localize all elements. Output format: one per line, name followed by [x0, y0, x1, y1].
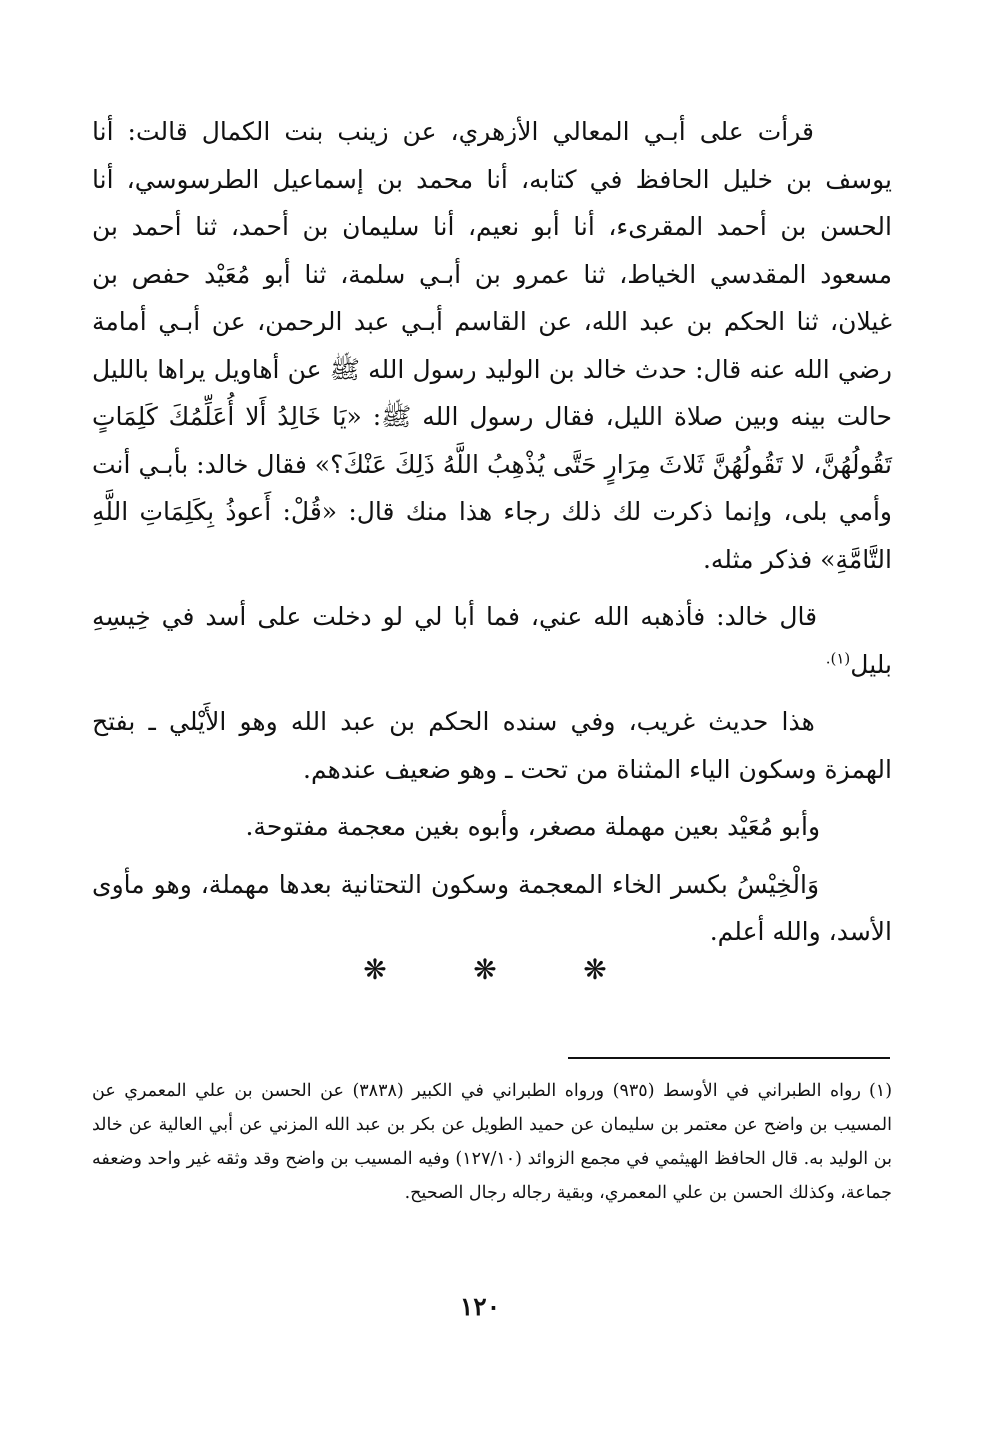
footnotes: [92, 1074, 892, 1210]
footnote-1: [92, 1074, 892, 1210]
footnote-text: رواه الطبراني في الأوسط (٩٣٥) ورواه الطبراني في الكبير (٣٨٣٨) عن الحسن بن علي المعمري عن المسيب بن واضح عن معتمر بن سليمان عن حميد الطويل عن بكر بن عبد الله المزني عن أبي العالية عن خالد بن الوليد به. قال الحافظ الهيثمي في مجمع الزوائد (١٢٧/١٠) وفيه المسيب بن واضح وقد وثقه غير واحد وضعفه جماعة، وكذلك الحسن بن علي المعمري، وبقية رجاله رجال الصحيح.: [92, 1081, 892, 1203]
paragraph-grading: [92, 698, 892, 793]
separator-star: ❋: [583, 953, 607, 986]
paragraph-name-note: [92, 803, 892, 851]
paragraph-khalid: [92, 593, 892, 688]
section-separator: [360, 953, 610, 986]
paragraph-grading-text: هذا حديث غريب، وفي سنده الحكم بن عبد الله وهو الأَيْلي ـ بفتح الهمزة وسكون الياء المثناة من تحت ـ وهو ضعيف عندهم.: [92, 707, 892, 784]
paragraph-khalid-text: قال خالد: فأذهبه الله عني، فما أبا لي لو دخلت على أسد في خِيسِهِ بليل: [92, 602, 892, 679]
separator-star: ❋: [363, 953, 387, 986]
paragraph-hadith-text: قرأت على أبـي المعالي الأزهري، عن زينب بنت الكمال قالت: أنا يوسف بن خليل الحافظ في كتابه، أنا محمد بن إسماعيل الطرسوسي، أنا الحسن بن أحمد المقرىء، أنا أبو نعيم، أنا سليمان بن أحمد، ثنا أحمد بن مسعود المقدسي الخياط، ثنا عمرو بن أبـي سلمة، ثنا أبو مُعَيْد حفص بن غيلان، ثنا الحكم بن عبد الله، عن القاسم أبـي عبد الرحمن، عن أبـي أمامة رضي الله عنه قال: حدث خالد بن الوليد رسول الله ﷺ عن أهاويل يراها بالليل حالت بينه وبين صلاة الليل، فقال رسول الله ﷺ: «يَا خَالِدُ أَلا أُعَلِّمُكَ كَلِمَاتٍ تَقُولُهُنَّ، لا تَقُولُهُنَّ ثَلاثَ مِرَارٍ حَتَّى يُذْهِبُ اللَّهُ ذَلِكَ عَنْكَ؟» فقال خالد: بأبـي أنت وأمي بلى، وإنما ذكرت لك ذلك رجاء هذا منك قال: «قُلْ: أَعوذُ بِكَلِمَاتِ اللَّهِ التَّامَّةِ» فذكر مثله.: [92, 117, 892, 574]
footnote-divider: [568, 1057, 890, 1059]
paragraph-name-note-text: وأبو مُعَيْد بعين مهملة مصغر، وأبوه بغين معجمة مفتوحة.: [245, 812, 821, 841]
footnote-number: (١): [868, 1081, 893, 1101]
paragraph-hadith: [92, 108, 892, 583]
separator-star: ❋: [473, 953, 497, 986]
paragraph-khis-note: [92, 861, 892, 956]
page-number: ١٢٠: [459, 1292, 501, 1321]
paragraph-khis-note-text: وَالْخِيْسُ بكسر الخاء المعجمة وسكون التحتانية بعدها مهملة، وهو مأوى الأسد، والله أعلم.: [92, 869, 892, 946]
footnote-reference[interactable]: (١).: [825, 649, 851, 668]
main-text: [92, 108, 892, 966]
